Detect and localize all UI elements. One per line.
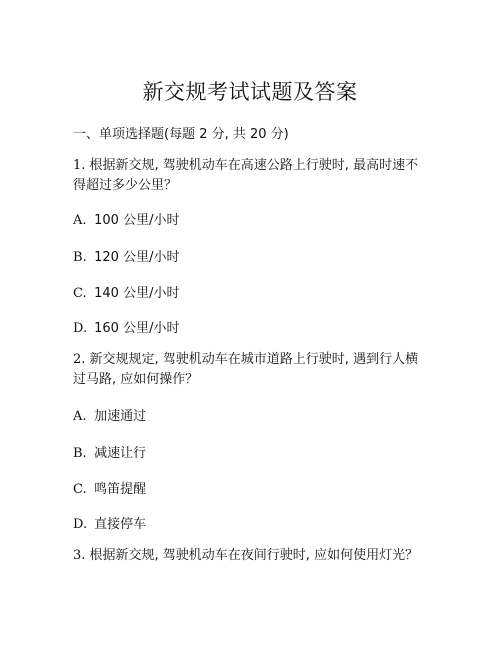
option-text: 100 公里/小时	[94, 213, 180, 228]
option-text: 鸣笛提醒	[94, 482, 147, 497]
option-text: 加速通过	[94, 409, 147, 424]
section-heading: 一、单项选择题(每题 2 分, 共 20 分)	[73, 127, 289, 142]
option-letter: D.	[73, 517, 88, 532]
question-text: 新交规规定, 驾驶机动车在城市道路上行驶时, 遇到行人横过马路, 应如何操作？	[73, 352, 419, 387]
question-number: 2.	[73, 352, 86, 367]
option-text: 减速让行	[94, 446, 147, 461]
option-letter: D.	[73, 321, 88, 336]
question-1	[73, 156, 428, 196]
question-text: 根据新交规, 驾驶机动车在夜间行驶时, 应如何使用灯光？	[89, 548, 419, 563]
option-text: 140 公里/小时	[94, 286, 180, 301]
option-letter: C.	[73, 482, 87, 497]
option-letter: A.	[73, 213, 87, 228]
option-2b	[73, 442, 146, 461]
question-text: 根据新交规, 驾驶机动车在高速公路上行驶时, 最高时速不得超过多少公里？	[73, 158, 419, 193]
question-2	[73, 350, 428, 390]
option-1b	[73, 246, 179, 265]
option-letter: A.	[73, 409, 87, 424]
option-text: 120 公里/小时	[94, 250, 180, 265]
option-2c	[73, 478, 146, 497]
option-text: 直接停车	[94, 517, 147, 532]
option-1c	[73, 282, 179, 301]
option-2d	[73, 513, 146, 532]
question-number: 3.	[73, 548, 86, 563]
option-text: 160 公里/小时	[94, 321, 180, 336]
option-letter: B.	[73, 250, 87, 265]
option-letter: C.	[73, 286, 87, 301]
question-3	[73, 546, 428, 566]
option-letter: B.	[73, 446, 87, 461]
document-title: 新交规考试试题及答案	[142, 80, 358, 104]
option-2a	[73, 405, 146, 424]
option-1d	[73, 317, 179, 336]
question-number: 1.	[73, 158, 86, 173]
option-1a	[73, 209, 179, 228]
